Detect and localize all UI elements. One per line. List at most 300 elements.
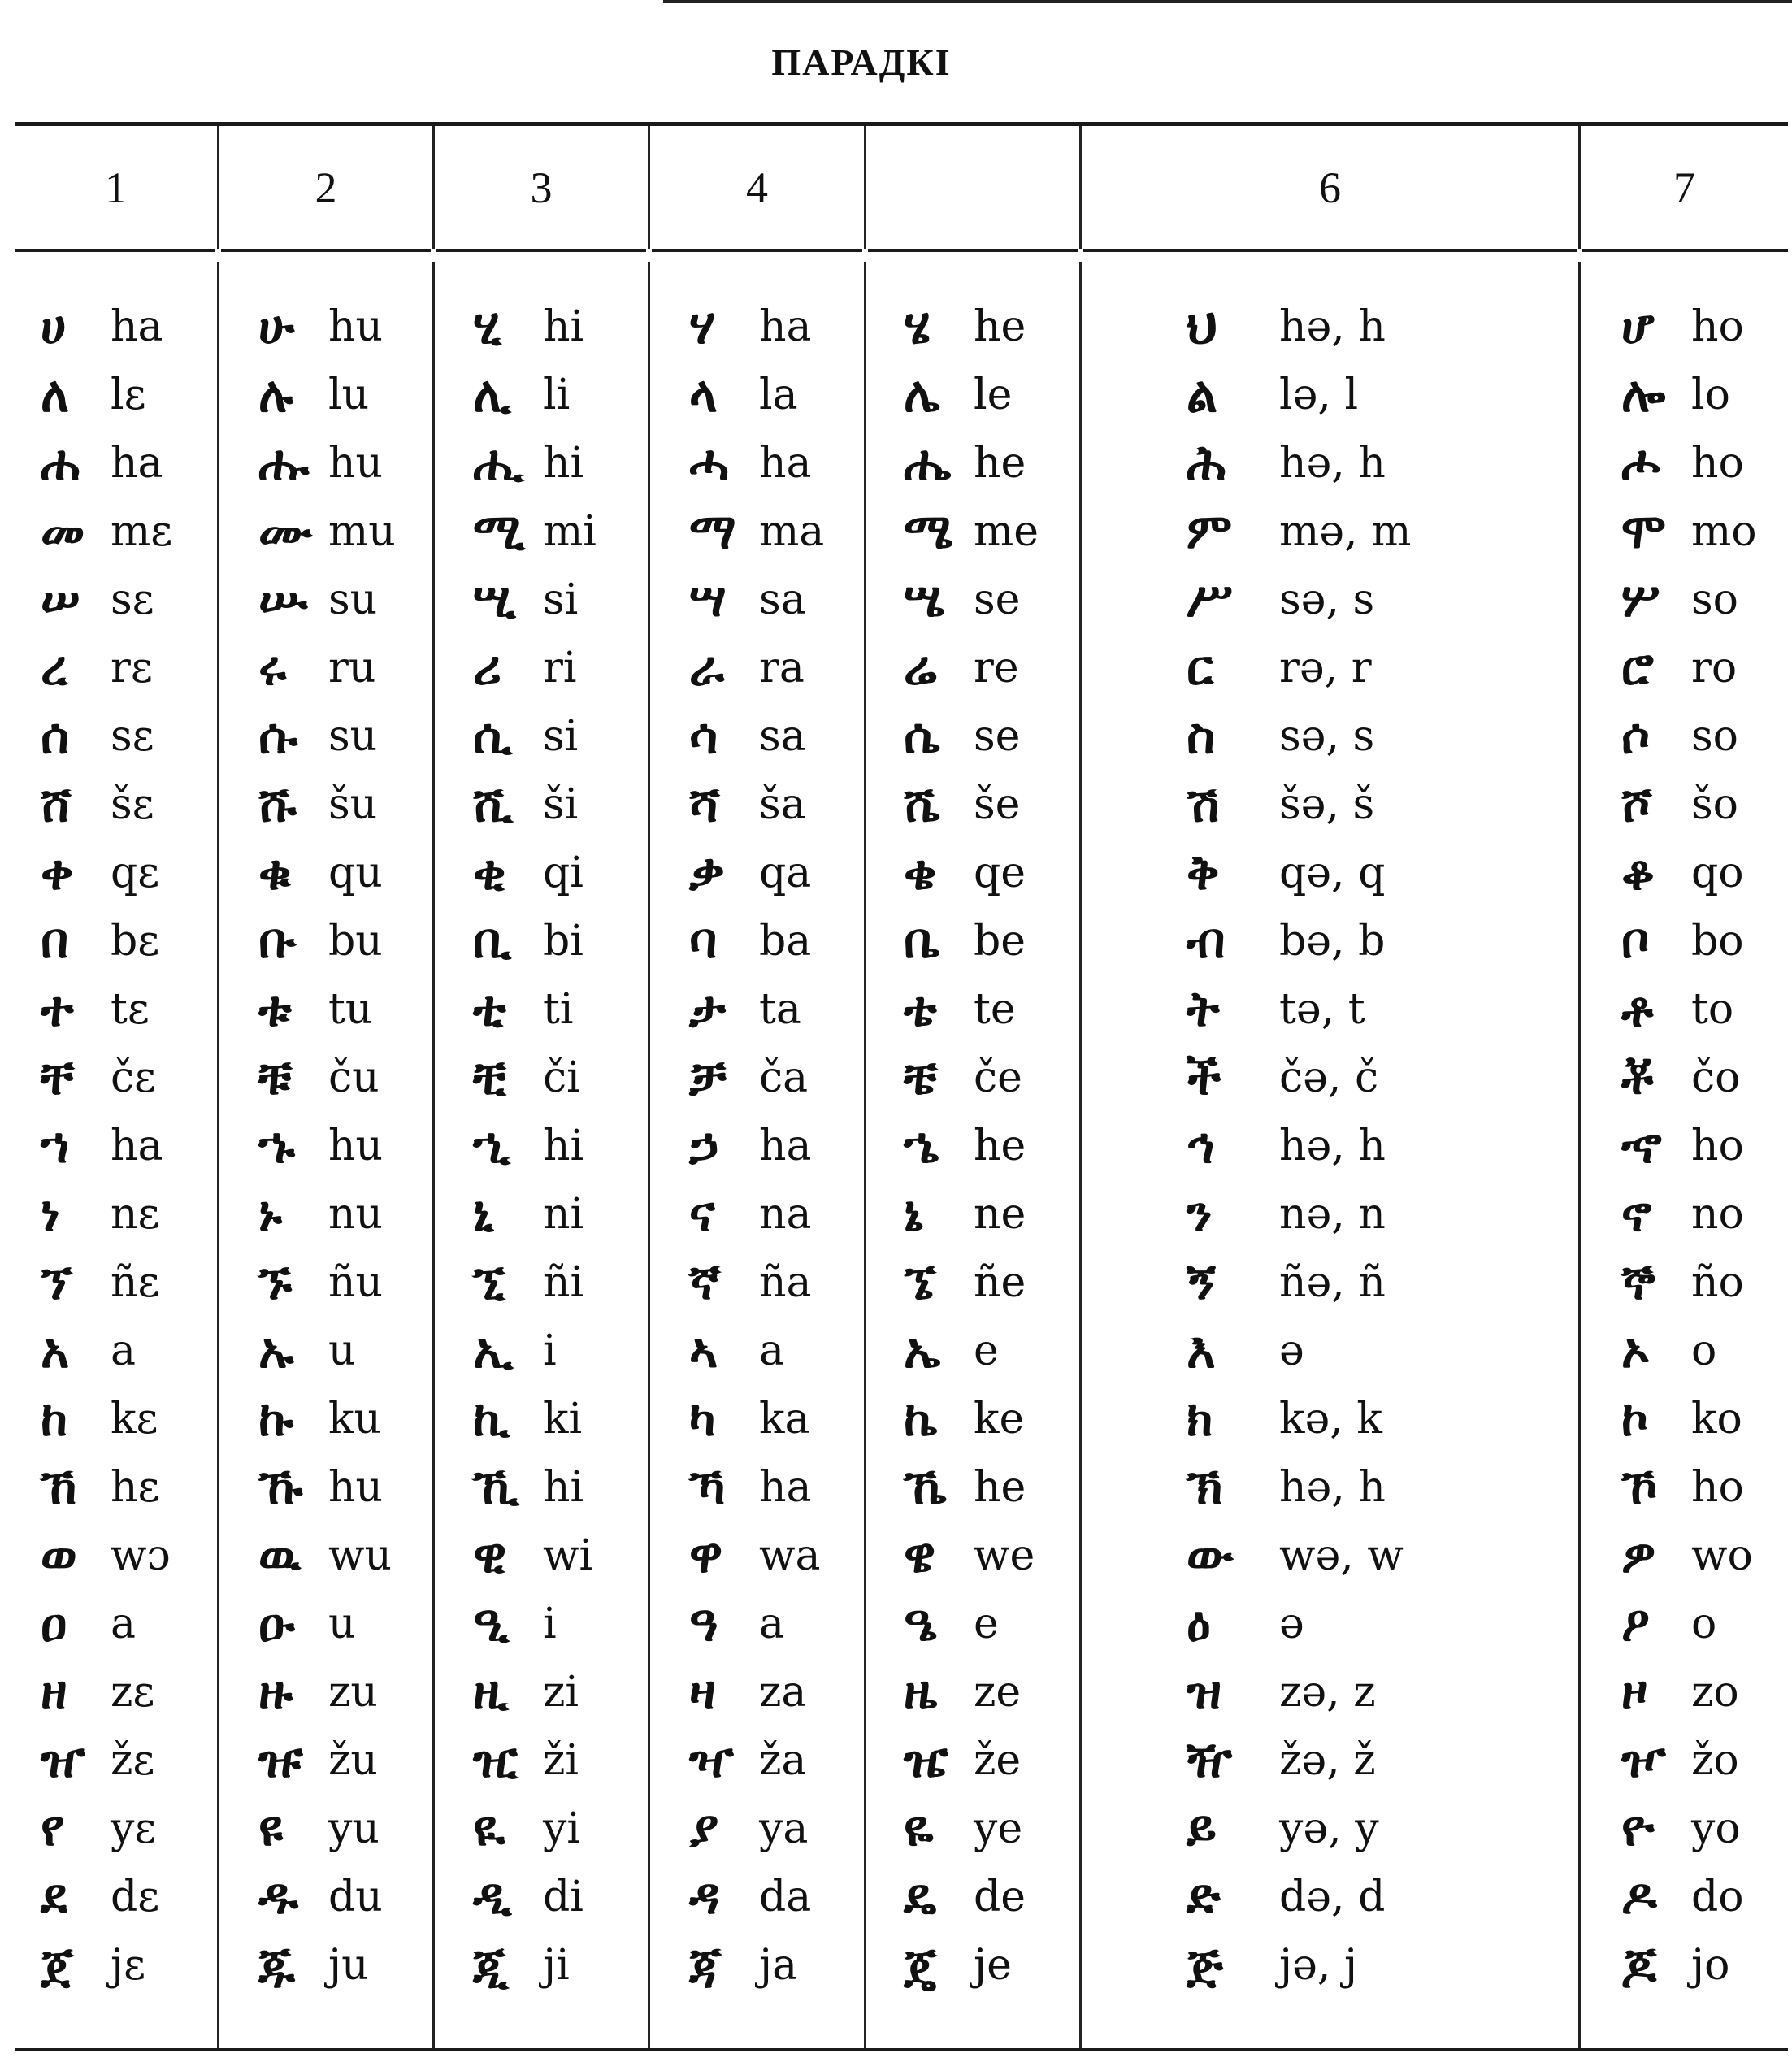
transliteration: qə, q [1279,849,1386,897]
syllable-cell [41,1931,172,1999]
syllable-cell [904,702,1039,771]
ethiopic-glyph: ብ [1187,913,1226,970]
transliteration: čɛ [111,1053,157,1102]
transliteration: e [974,1326,999,1375]
divider-gap [1577,249,1582,262]
syllable-cell [1187,1522,1411,1590]
transliteration: me [974,507,1039,556]
transliteration: šə, š [1279,780,1375,829]
syllable-cell [689,497,824,566]
ethiopic-glyph: ኹ [258,1459,303,1516]
ethiopic-glyph: ሪ [473,640,502,697]
ethiopic-glyph: ኢ [473,1322,514,1379]
ethiopic-glyph: ኡ [258,1322,294,1379]
syllable-cell [473,634,597,702]
transliteration: ju [328,1941,369,1990]
ethiopic-glyph: ደ [41,1869,67,1926]
syllable-cell [689,1522,824,1590]
ethiopic-glyph: ዮ [1621,1800,1655,1857]
transliteration: zi [543,1668,579,1717]
transliteration: šo [1691,780,1738,829]
syllable-cell [1621,839,1757,907]
transliteration: ha [759,1463,812,1512]
syllable-cell [1621,907,1757,975]
transliteration: lu [328,371,370,419]
syllable-cell [473,1453,597,1522]
ethiopic-glyph: ሐ [41,435,80,492]
transliteration: qɛ [111,849,160,897]
syllable-cell [1187,634,1411,702]
transliteration: yi [543,1804,581,1853]
ethiopic-glyph: ሔ [904,435,952,492]
transliteration: hi [543,439,584,488]
ethiopic-glyph: ድ [1187,1869,1221,1926]
syllable-cell [689,1112,824,1180]
transliteration: də, d [1279,1873,1386,1921]
transliteration: tu [328,985,373,1034]
syllable-cell [1187,975,1411,1044]
syllable-cell [689,1795,824,1863]
transliteration: qo [1691,849,1744,897]
ethiopic-glyph: ጂ [473,1937,509,1994]
transliteration: de [974,1873,1026,1921]
ethiopic-glyph: ቱ [258,981,292,1038]
syllable-cell [904,1044,1039,1112]
syllable-cell [1187,429,1411,497]
ethiopic-glyph: ዤ [904,1732,948,1789]
ethiopic-glyph: ሑ [258,435,310,492]
transliteration: ba [759,917,812,966]
syllable-cell [473,1385,597,1453]
syllable-cell [1187,1726,1411,1795]
syllable-cell [473,975,597,1044]
transliteration: ha [111,439,163,488]
ethiopic-glyph: ኮ [1621,1391,1649,1448]
transliteration: ña [759,1258,812,1307]
ethiopic-glyph: ቴ [904,981,937,1038]
syllable-cell [473,293,597,361]
syllable-cell [473,1522,597,1590]
transliteration: yo [1691,1804,1741,1853]
transliteration: mɛ [111,507,173,556]
transliteration: la [759,371,798,419]
transliteration: ñɛ [111,1258,160,1307]
ethiopic-glyph: ታ [689,981,726,1038]
syllable-cell [258,1726,396,1795]
syllable-cell [1621,1180,1757,1248]
ethiopic-glyph: ዋ [689,1527,723,1584]
transliteration: ho [1691,1122,1744,1170]
syllable-cell [904,975,1039,1044]
ethiopic-glyph: ቢ [473,913,512,970]
syllable-cell [41,1522,172,1590]
syllable-cell [258,1795,396,1863]
transliteration: bi [543,917,584,966]
syllable-cell [473,497,597,566]
transliteration: du [328,1873,383,1921]
transliteration: so [1691,575,1738,624]
syllable-cell [689,975,824,1044]
transliteration: za [759,1668,807,1717]
transliteration: te [974,985,1016,1034]
syllable-cell [473,1317,597,1385]
ethiopic-glyph: ሞ [1621,503,1666,560]
ethiopic-glyph: ዘ [41,1664,67,1721]
transliteration: ra [759,644,805,693]
ethiopic-glyph: ኣ [689,1322,718,1379]
transliteration: hə, h [1279,439,1386,488]
transliteration: u [328,1326,356,1375]
syllable-cell [1187,1795,1411,1863]
transliteration: žɛ [111,1736,155,1785]
transliteration: yə, y [1279,1804,1379,1853]
ethiopic-glyph: ዎ [1621,1527,1656,1584]
divider-gap [646,249,652,262]
syllable-cell [473,1863,597,1931]
syllable-cell [1621,1590,1757,1658]
syllable-cell [258,1658,396,1726]
transliteration: lo [1691,371,1730,419]
syllable-cell [258,771,396,839]
syllable-cell [689,1385,824,1453]
syllable-cell [689,702,824,771]
ethiopic-glyph: ዑ [258,1596,295,1652]
column-divider [1578,126,1581,2048]
ethiopic-glyph: ሆ [1621,298,1655,355]
syllable-cell [473,1658,597,1726]
transliteration: sə, s [1279,575,1375,624]
ethiopic-glyph: ዪ [473,1800,505,1857]
transliteration: ki [543,1395,583,1444]
transliteration: žə, ž [1279,1736,1376,1785]
ethiopic-glyph: ኪ [473,1391,510,1448]
ethiopic-glyph: ዕ [1187,1596,1211,1652]
ethiopic-glyph: ቸ [41,1049,75,1106]
transliteration: rɛ [111,644,153,693]
transliteration: hə, h [1279,302,1386,351]
transliteration: kə, k [1279,1395,1382,1444]
transliteration: no [1691,1190,1744,1239]
syllable-cell [258,566,396,634]
syllable-cell [689,1317,824,1385]
ethiopic-glyph: ኩ [258,1391,293,1448]
transliteration: be [974,917,1026,966]
transliteration: ho [1691,302,1744,351]
syllable-cell [1621,975,1757,1044]
ethiopic-glyph: ካ [689,1391,716,1448]
transliteration: bu [328,917,383,966]
syllable-cell [258,1590,396,1658]
transliteration: a [759,1326,785,1375]
ethiopic-glyph: ኬ [904,1391,938,1448]
syllable-cell [258,497,396,566]
transliteration: žo [1691,1736,1739,1785]
ethiopic-glyph: ሠ [41,571,80,628]
transliteration: se [974,575,1021,624]
transliteration: wə, w [1279,1531,1404,1580]
transliteration: hi [543,302,584,351]
ethiopic-glyph: ሢ [473,571,516,628]
syllable-cell [41,1248,172,1317]
syllable-cell [258,1863,396,1931]
syllable-cell [1621,702,1757,771]
syllable-cell [904,1385,1039,1453]
transliteration: ha [759,439,812,488]
syllable-cell [1621,1931,1757,1999]
ethiopic-glyph: ኼ [904,1459,947,1516]
ethiopic-glyph: ጅ [1187,1937,1223,1994]
syllable-cell [41,1385,172,1453]
syllable-cell [258,361,396,429]
syllable-cell [258,429,396,497]
transliteration: tə, t [1279,985,1365,1034]
transliteration: čə, č [1279,1053,1379,1102]
ethiopic-glyph: ዖ [1621,1596,1651,1652]
transliteration: mu [328,507,396,556]
ethiopic-glyph: ዱ [258,1869,298,1926]
ethiopic-glyph: ዊ [473,1527,507,1584]
ethiopic-glyph: ሀ [41,298,67,355]
syllable-cell [904,361,1039,429]
ethiopic-glyph: ሸ [41,776,72,833]
ethiopic-glyph: ቅ [1187,844,1220,901]
ethiopic-glyph: ኒ [473,1186,494,1243]
ethiopic-glyph: ቃ [689,844,725,901]
transliteration: he [974,439,1026,488]
ethiopic-glyph: ቄ [904,844,937,901]
transliteration: ñi [543,1258,584,1307]
ethiopic-glyph: ኑ [258,1186,283,1243]
ethiopic-glyph: ላ [689,367,718,423]
transliteration: ži [543,1736,579,1785]
syllable-cell [41,1317,172,1385]
ethiopic-glyph: ራ [689,640,725,697]
ethiopic-glyph: መ [41,503,85,560]
ethiopic-glyph: ች [1187,1049,1221,1106]
syllable-cell [41,975,172,1044]
syllable-cell [1187,1317,1411,1385]
transliteration: e [974,1600,999,1648]
syllable-cell [689,566,824,634]
ethiopic-glyph: ቀ [41,844,74,901]
transliteration: ə [1279,1600,1304,1648]
ethiopic-glyph: ክ [1187,1391,1213,1448]
transliteration: sa [759,575,806,624]
syllable-cell [1187,1590,1411,1658]
syllable-cell [1621,429,1757,497]
ethiopic-glyph: የ [41,1800,65,1857]
ethiopic-glyph: ዔ [904,1596,937,1652]
ethiopic-glyph: ሄ [904,298,931,355]
ethiopic-glyph: ዜ [904,1664,937,1721]
syllable-cell [1187,1044,1411,1112]
ethiopic-glyph: ቲ [473,981,506,1038]
syllable-cell [1187,1931,1411,1999]
ethiopic-glyph: ሊ [473,367,511,423]
table-column-4 [689,293,824,1999]
ethiopic-glyph: ሣ [689,571,727,628]
transliteration: mə, m [1279,507,1412,556]
top-rule [663,0,1792,3]
transliteration: šu [328,780,378,829]
transliteration: a [111,1600,137,1648]
transliteration: ha [759,1122,812,1170]
transliteration: bɛ [111,917,160,966]
ethiopic-glyph: ዝ [1187,1664,1222,1721]
transliteration: hu [328,1463,383,1512]
transliteration: ha [111,302,163,351]
syllable-cell [258,1317,396,1385]
ethiopic-glyph: ሩ [258,640,287,697]
ethiopic-glyph: ሼ [904,776,940,833]
transliteration: su [328,575,378,624]
transliteration: ho [1691,1463,1744,1512]
ethiopic-glyph: ጃ [689,1937,722,1994]
syllable-cell [41,1726,172,1795]
ethiopic-glyph: ል [1187,367,1218,423]
ethiopic-glyph: ዢ [473,1732,518,1789]
ethiopic-glyph: ኆ [1621,1118,1662,1174]
transliteration: ču [328,1053,380,1102]
transliteration: qi [543,849,584,897]
syllable-cell [258,293,396,361]
transliteration: wu [328,1531,392,1580]
syllable-cell [689,293,824,361]
ethiopic-glyph: ኞ [1621,1254,1655,1311]
ethiopic-glyph: ረ [41,640,68,697]
divider-gap [215,249,221,262]
transliteration: ya [759,1804,809,1853]
table-column-2 [258,293,396,1999]
transliteration: zɛ [111,1668,155,1717]
syllable-cell [473,1726,597,1795]
syllable-cell [689,771,824,839]
ethiopic-glyph: ቺ [473,1049,506,1106]
syllable-cell [1621,1453,1757,1522]
syllable-cell [904,1590,1039,1658]
transliteration: wi [543,1531,593,1580]
column-header-4: 4 [746,163,768,212]
ethiopic-glyph: ባ [689,913,718,970]
syllable-cell [689,1180,824,1248]
syllable-cell [41,1795,172,1863]
syllable-cell [41,1590,172,1658]
syllable-cell [904,1863,1039,1931]
transliteration: wo [1691,1531,1753,1580]
transliteration: a [111,1326,137,1375]
ethiopic-glyph: ሉ [258,367,293,423]
syllable-cell [1187,1180,1411,1248]
syllable-cell [258,839,396,907]
transliteration: ke [974,1395,1025,1444]
syllable-cell [258,702,396,771]
transliteration: bə, b [1279,917,1386,966]
ethiopic-glyph: ሁ [258,298,295,355]
ethiopic-glyph: ሕ [1187,435,1227,492]
ethiopic-glyph: ን [1187,1186,1213,1243]
transliteration: hə, h [1279,1122,1386,1170]
ethiopic-glyph: ዓ [689,1596,718,1652]
ethiopic-glyph: ኙ [258,1254,293,1311]
transliteration: hu [328,439,383,488]
syllable-cell [689,1044,824,1112]
ethiopic-glyph: ኤ [904,1322,941,1379]
syllable-cell [41,839,172,907]
syllable-cell [473,1590,597,1658]
transliteration: se [974,712,1021,761]
ethiopic-glyph: በ [41,913,69,970]
ethiopic-glyph: ዥ [1187,1732,1233,1789]
syllable-cell [904,293,1039,361]
syllable-cell [1187,839,1411,907]
ethiopic-glyph: ቂ [473,844,506,901]
syllable-cell [41,1044,172,1112]
ethiopic-glyph: ህ [1187,298,1217,355]
ethiopic-glyph: ና [689,1186,715,1243]
syllable-cell [41,1453,172,1522]
ethiopic-glyph: ሖ [1621,435,1660,492]
ethiopic-glyph: ዦ [1621,1732,1666,1789]
syllable-cell [473,771,597,839]
transliteration: ne [974,1190,1026,1239]
syllable-cell [689,907,824,975]
ethiopic-glyph: ም [1187,503,1233,560]
table-column-3 [473,293,597,1999]
transliteration: ča [759,1053,809,1102]
transliteration: žu [328,1736,378,1785]
ethiopic-glyph: ጁ [258,1937,295,1994]
transliteration: wɔ [111,1531,171,1580]
ethiopic-glyph: ኄ [904,1118,939,1174]
table-column-1 [41,293,172,1999]
syllable-cell [904,429,1039,497]
ethiopic-glyph: ዉ [258,1527,302,1584]
transliteration: ta [759,985,801,1034]
ethiopic-glyph: ኝ [1187,1254,1216,1311]
page-title: ПАРАДКІ [771,41,952,83]
transliteration: yu [328,1804,380,1853]
syllable-cell [473,1931,597,1999]
column-divider [864,126,866,2048]
ethiopic-glyph: ያ [689,1800,719,1857]
transliteration: dɛ [111,1873,160,1921]
transliteration: še [974,780,1021,829]
syllable-cell [1187,771,1411,839]
syllable-cell [41,634,172,702]
ethiopic-glyph: ዣ [689,1732,734,1789]
syllable-cell [904,566,1039,634]
syllable-cell [904,1522,1039,1590]
transliteration: da [759,1873,812,1921]
table-column-6 [1187,293,1411,1999]
column-header-3: 3 [530,163,553,212]
ethiopic-glyph: ው [1187,1527,1234,1584]
ethiopic-glyph: ሙ [258,503,313,560]
syllable-cell [258,1931,396,1999]
transliteration: o [1691,1326,1717,1375]
syllable-cell [1621,771,1757,839]
ethiopic-glyph: ኖ [1621,1186,1652,1243]
transliteration: ze [974,1668,1022,1717]
transliteration: zu [328,1668,378,1717]
transliteration: sə, s [1279,712,1375,761]
ethiopic-glyph: ሬ [904,640,937,697]
transliteration: čo [1691,1053,1741,1102]
ethiopic-glyph: ጆ [1621,1937,1657,1994]
transliteration: sɛ [111,575,154,624]
transliteration: ša [759,780,806,829]
syllable-cell [904,1112,1039,1180]
